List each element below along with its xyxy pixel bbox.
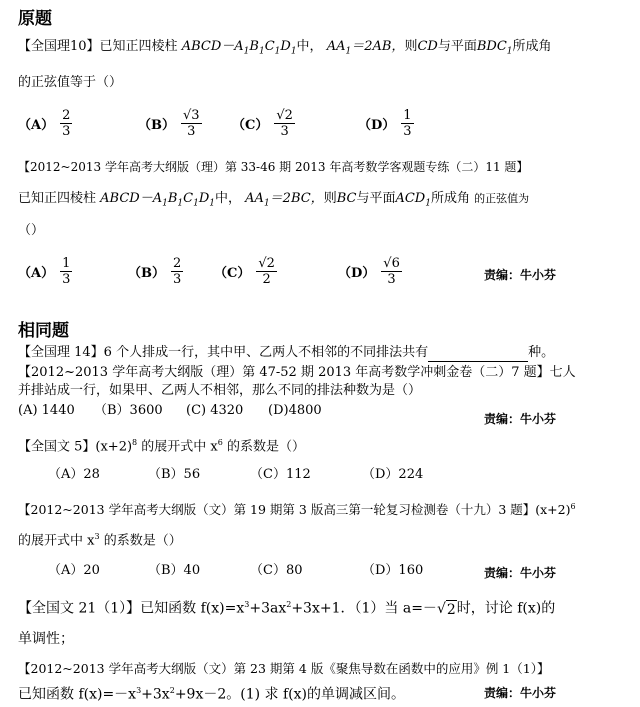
q1-plane: $BDC_1$ (476, 39, 513, 57)
q1-then: 则 (404, 39, 418, 54)
q1-line-cd: CD (417, 39, 438, 54)
q3-line3: 并排站成一行，如果甲、乙两人不相邻，那么不同的排法种数为是（） (18, 383, 422, 398)
q4-option-d: （D）224 (362, 467, 424, 482)
q4-line: 【全国文 5】$(x+2)^8$ 的展开式中 $x^6$ 的系数是（） (18, 438, 305, 455)
q5-option-b: （B）40 (148, 563, 201, 578)
q1-option-b: （B） $\frac{√3}{3}$ (138, 108, 200, 139)
q2-source: 【2012~2013 学年高考大纲版（理）第 33-46 期 2013 年高考数学客观题专练（二）11 题】 (18, 160, 529, 174)
q1-prism: $ABCD-A_1B_1C_1D_1$ (181, 39, 297, 57)
q3-option-c: (C) 4320 (186, 403, 244, 418)
q1-tail: 所成角 (512, 39, 552, 54)
q6-line1: 【全国文 21（1）】已知函数 $f(x)=x^3+3ax^2+3x+1$．（1）当 a=－ √ 2 时，讨论 f(x)的 (18, 600, 556, 618)
q2-line1: 已知正四棱柱 $ABCD-A_1B_1C_1D_1$中， $AA_1=2BC$，则BC与平面$ACD_1$所成角 的正弦值为 (18, 191, 530, 209)
q5-option-a: （A）20 (48, 563, 100, 578)
q3-option-d: (D)4800 (268, 403, 322, 418)
q1-line2: 的正弦值等于（） (18, 75, 123, 90)
q5-source: 【2012~2013 学年高考大纲版（文）第 19 期第 3 版高三第一轮复习检测卷（十九）3 题】$(x+2)^6$ (18, 502, 576, 518)
q2-option-b: （B） $\frac{2}{3}$ (128, 256, 182, 287)
q1-rel: 与平面 (437, 39, 477, 54)
q3-option-b: （B）3600 (94, 403, 163, 418)
q1-cond: 中， (296, 39, 323, 54)
q1-line1 (18, 38, 552, 61)
editor-credit: 责编：牛小芬 (484, 686, 557, 700)
editor-credit: 责编：牛小芬 (484, 412, 557, 426)
editor-credit: 责编：牛小芬 (484, 566, 557, 580)
section-heading-similar: 相同题 (18, 321, 69, 341)
q4-option-a: （A）28 (48, 467, 100, 482)
q1-option-a: （A） $\frac{2}{3}$ (18, 108, 71, 139)
answer-blank (428, 349, 528, 362)
q1-eq: $AA_1=2AB$， (326, 39, 405, 57)
q2-line2: （） (18, 223, 45, 238)
q7-source: 【2012~2013 学年高考大纲版（文）第 23 期第 4 版《聚焦导数在函数中的应用》例 1（1）】 (18, 661, 550, 676)
q1-pre: 已知正四棱柱 (99, 39, 178, 54)
section-heading-original: 原题 (18, 9, 52, 29)
q2-option-c: （C） $\frac{√2}{2}$ (214, 256, 275, 287)
q6-line2: 单调性； (18, 631, 74, 647)
q4-option-c: （C）112 (250, 467, 311, 482)
q1-tag: 【全国理10】 (18, 39, 100, 54)
q3-line2: 【2012~2013 学年高考大纲版（理）第 47-52 期 2013 年高考数学冲刺金卷（二）7 题】七人 (18, 365, 576, 380)
q2-option-a: （A） $\frac{1}{3}$ (18, 256, 71, 287)
q2-option-d: （D） $\frac{√6}{3}$ (338, 256, 400, 287)
q1-option-d: （D） $\frac{1}{3}$ (358, 108, 412, 139)
q4-option-b: （B）56 (148, 467, 201, 482)
q1-option-c: （C） $\frac{√2}{3}$ (232, 108, 293, 139)
q3-line1: 【全国理 14】6 个人排成一行，其中甲、乙两人不相邻的不同排法共有 种。 (18, 345, 555, 360)
editor-credit: 责编：牛小芬 (484, 268, 557, 282)
q3-option-a: (A) 1440 (18, 403, 75, 418)
q5-option-c: （C）80 (250, 563, 303, 578)
q5-line2: 的展开式中 $x^3$ 的系数是（） (18, 532, 182, 549)
q5-option-d: （D）160 (362, 563, 424, 578)
q7-line2: 已知函数 $f(x)=-x^3+3x^2+9x-2$。(1) 求 f(x)的单调减区间。 (18, 686, 405, 703)
